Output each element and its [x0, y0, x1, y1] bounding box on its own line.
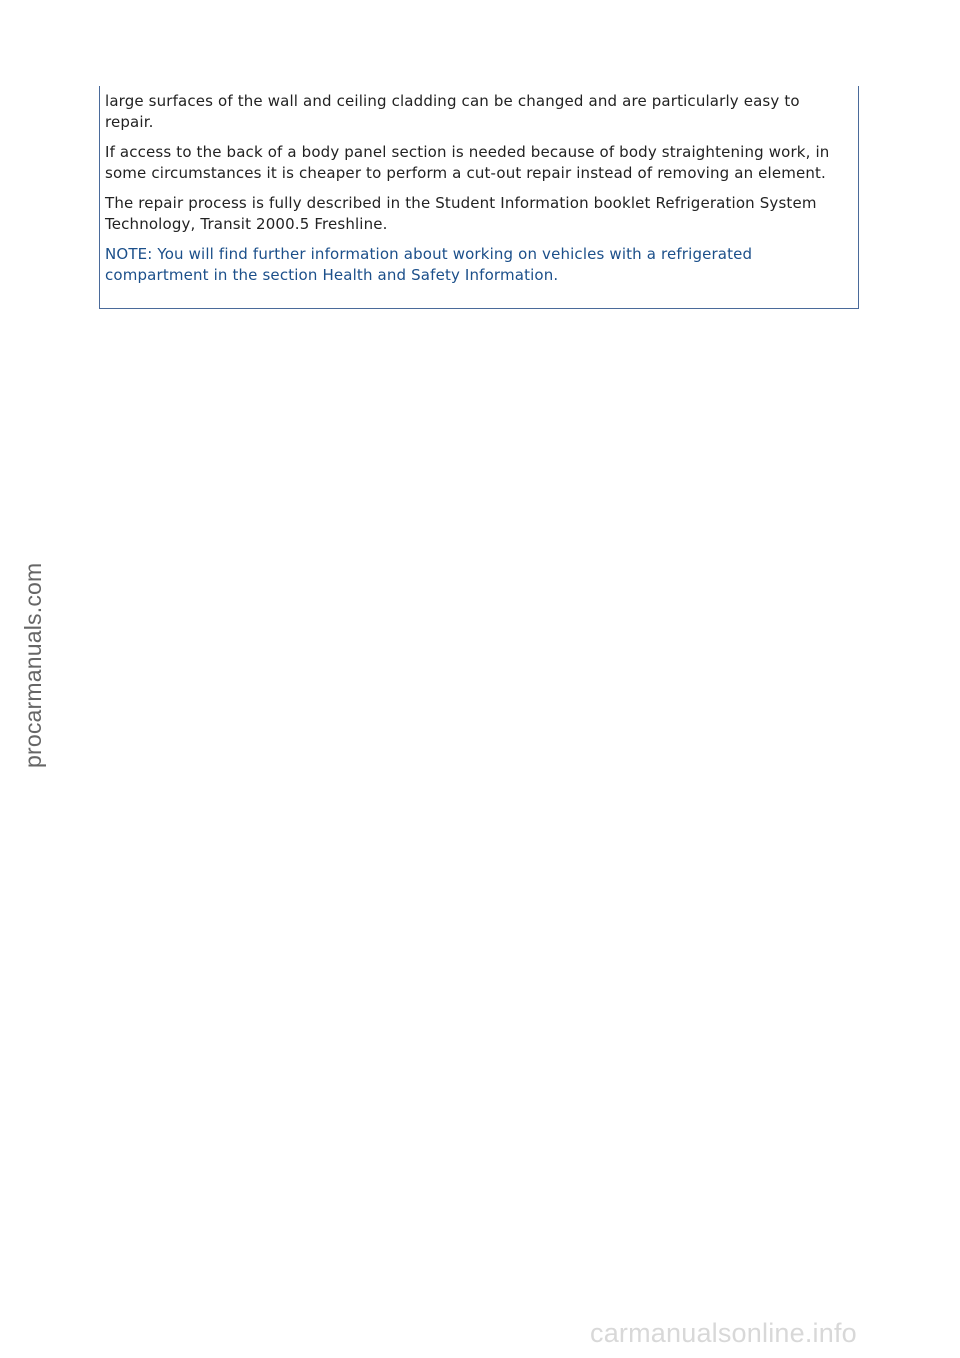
- side-watermark: procarmanuals.com: [20, 562, 46, 768]
- paragraph-repair-process: The repair process is fully described in the Student Information booklet Refrigeration System Technology, Transit 2000.5 Freshline.: [105, 194, 817, 233]
- note-health-safety: NOTE: You will find further information about working on vehicles with a refrigerated compartment in the section Health and Safety Information.: [105, 245, 753, 284]
- content-box: [99, 86, 859, 309]
- paragraph-cladding-repair: large surfaces of the wall and ceiling cladding can be changed and are particularly easy to repair.: [105, 92, 800, 131]
- paragraph-cut-out-repair: If access to the back of a body panel section is needed because of body straightening work, in some circumstances it is cheaper to perform a cut-out repair instead of removing an element.: [105, 143, 830, 182]
- footer-watermark: carmanualsonline.info: [590, 1318, 857, 1348]
